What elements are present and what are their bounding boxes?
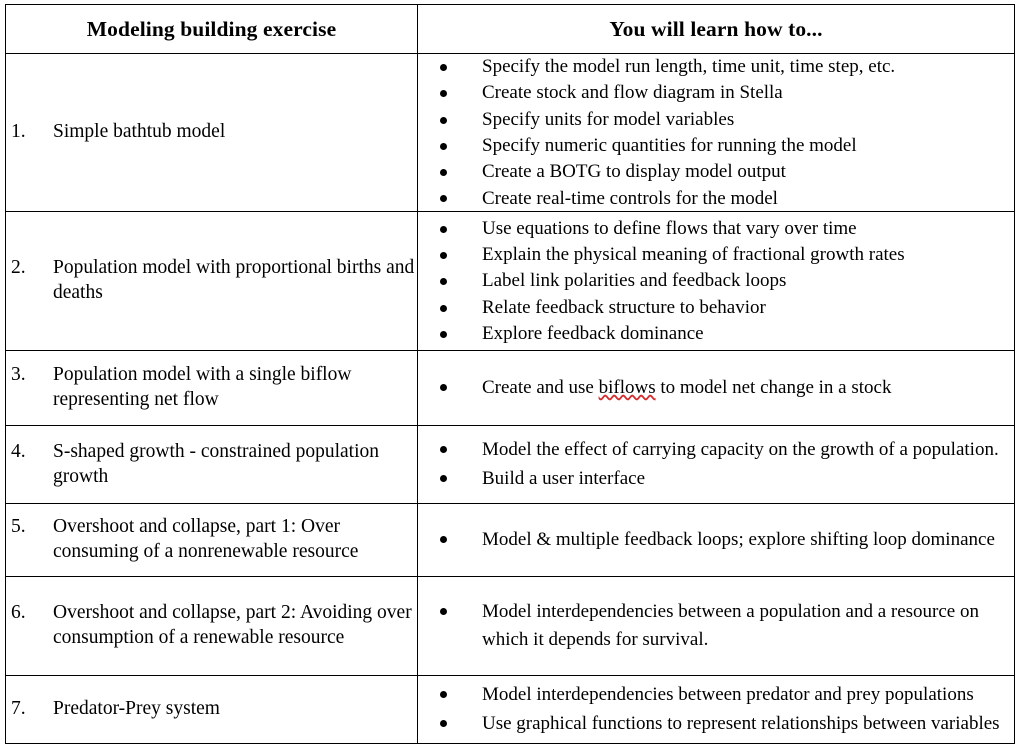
bullet-icon [440,195,447,202]
exercise-number: 5. [11,516,26,538]
objective-item [418,107,1014,132]
objective-text: Create a BOTG to display model output [482,161,786,183]
objective-item [418,216,1014,241]
objective-text: Use graphical functions to represent relationships between variables [482,713,1000,734]
bullet-icon [440,278,447,285]
objective-text: Model the effect of carrying capacity on the growth of a population. [482,439,999,461]
bullet-icon [440,608,447,615]
objective-item [418,526,1014,554]
column-header-exercise: Modeling building exercise [6,5,418,54]
bullet-icon [440,720,447,727]
exercise-cell [6,504,418,577]
objective-item [418,681,1014,709]
objective-text: Explain the physical meaning of fractional growth rates [482,244,905,266]
objective-text: Model & multiple feedback loops; explore shifting loop dominance [482,529,995,551]
bullet-icon [440,117,447,124]
table-row [6,504,1015,577]
column-header-objectives: You will learn how to... [418,5,1015,54]
objective-text: Create real-time controls for the model [482,187,778,209]
exercise-title: Simple bathtub model [53,121,226,143]
exercise-cell [6,54,418,212]
bullet-icon [440,384,447,391]
exercise-number: 1. [11,121,26,143]
exercise-number: 7. [11,698,26,720]
exercise-item [6,256,417,305]
objectives-list [418,598,1014,653]
objective-item [418,321,1014,346]
objectives-list [418,374,1014,402]
objectives-list [418,216,1014,346]
exercise-cell [6,426,418,504]
exercise-item [6,440,417,489]
objective-item [418,436,1014,464]
exercise-number: 6. [11,602,26,624]
bullet-icon [440,475,447,482]
objective-text: Explore feedback dominance [482,322,704,344]
table-row [6,54,1015,212]
objectives-cell [418,504,1015,577]
objectives-cell [418,577,1015,676]
objective-item [418,598,1014,653]
exercise-item [6,120,417,145]
bullet-icon [440,90,447,97]
exercise-item [6,601,417,650]
objective-text: Model interdependencies between predator and prey populations [482,684,974,706]
table-body [6,54,1015,744]
exercise-title: Population model with a single biflow representing net flow [53,364,352,410]
table-header [6,5,1015,54]
objectives-cell [418,54,1015,212]
objective-text: Specify the model run length, time unit, time step, etc. [482,56,896,78]
exercise-item [6,697,417,722]
spellcheck-flagged-word: biflows [598,377,656,399]
exercise-title: S-shaped growth - constrained population growth [53,440,380,487]
bullet-icon [440,226,447,233]
bullet-icon [440,536,447,543]
objective-text: Label link polarities and feedback loops [482,270,787,292]
exercise-cell [6,676,418,744]
objective-item [418,80,1014,105]
bullet-icon [440,143,447,150]
exercise-item [6,515,417,564]
objective-item [418,242,1014,267]
table-row [6,676,1015,744]
bullet-icon [440,331,447,338]
objective-text: Create stock and flow diagram in Stella [482,82,783,104]
table-row [6,212,1015,351]
bullet-icon [440,252,447,259]
bullet-icon [440,446,447,453]
objective-item [418,465,1014,493]
modeling-exercises-table [5,4,1015,744]
objective-item [418,268,1014,293]
bullet-icon [440,305,447,312]
objective-text: Use equations to define flows that vary over time [482,217,857,239]
objectives-cell [418,676,1015,744]
objective-item [418,133,1014,158]
objective-text: Relate feedback structure to behavior [482,296,766,318]
table-row [6,426,1015,504]
bullet-icon [440,691,447,698]
objectives-list [418,436,1014,492]
objective-text: Specify units for model variables [482,108,735,130]
objective-item [418,186,1014,211]
exercise-number: 4. [11,440,26,462]
exercise-cell [6,577,418,676]
objectives-cell [418,351,1015,426]
objective-item [418,159,1014,184]
objectives-list [418,526,1014,554]
objective-item [418,295,1014,320]
objective-text: Model interdependencies between a population and a resource on which it depends for survival. [482,601,979,650]
exercise-cell [6,212,418,351]
exercise-item [6,363,417,412]
exercise-number: 2. [11,257,26,279]
table-row [6,577,1015,676]
objectives-cell [418,212,1015,351]
objective-item [418,710,1014,738]
objectives-cell [418,426,1015,504]
objective-item [418,374,1014,402]
objective-text: Build a user interface [482,468,646,489]
objectives-list [418,681,1014,737]
objective-item [418,54,1014,79]
exercise-title: Predator-Prey system [53,698,220,720]
objective-text: Create and use biflows to model net change in a stock [482,377,892,399]
table-row [6,351,1015,426]
objective-text: Specify numeric quantities for running the model [482,135,857,156]
bullet-icon [440,64,447,71]
table-header-row [6,5,1015,54]
bullet-icon [440,169,447,176]
exercise-title: Population model with proportional births and deaths [53,257,415,303]
exercise-cell [6,351,418,426]
exercise-number: 3. [11,364,26,386]
objectives-list [418,54,1014,211]
exercise-title: Overshoot and collapse, part 1: Over consuming of a nonrenewable resource [53,516,359,562]
exercise-title: Overshoot and collapse, part 2: Avoiding over consumption of a renewable resource [53,602,412,648]
